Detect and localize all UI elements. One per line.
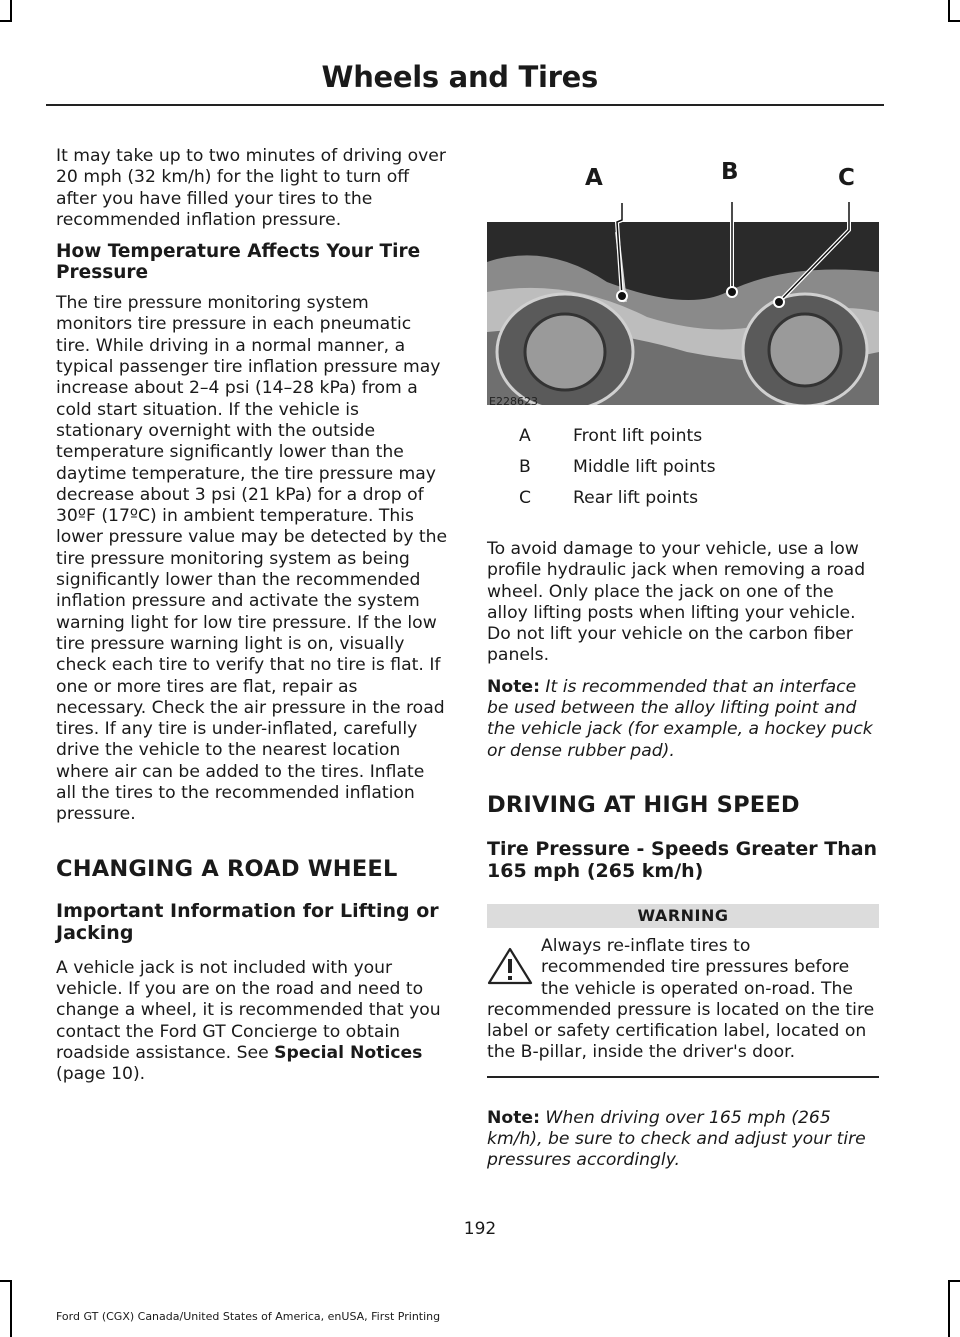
paragraph: It may take up to two minutes of driving over 20 mph (32 km/h) for the light to turn off after you have filled your tires to the recommended inflation pressure. — [56, 146, 446, 230]
legend-item — [487, 426, 879, 457]
crop-mark — [948, 0, 950, 22]
warning-text: Always re-inflate tires to recommended tire pressures before the vehicle is operated on-road. The recommended pressure is located on the tire label or safety certification label, located on the B-pillar, inside the driver's door. — [487, 935, 875, 1063]
crop-mark — [10, 0, 12, 22]
paragraph-jack — [56, 958, 448, 1086]
header-divider — [46, 104, 884, 106]
left-column — [56, 146, 448, 1095]
crop-mark — [0, 1280, 12, 1282]
legend-text: Rear lift points — [573, 488, 699, 508]
crop-mark — [948, 1280, 950, 1337]
warning-triangle-icon — [487, 946, 533, 986]
legend-item — [487, 457, 879, 488]
footer-text: Ford GT (CGX) Canada/United States of America, enUSA, First Printing — [56, 1310, 441, 1323]
callout-lines — [487, 130, 879, 408]
page-title: Wheels and Tires — [321, 60, 598, 94]
legend-item — [487, 488, 879, 519]
figure-label-b: B — [721, 159, 739, 185]
figure-id: E228623 — [489, 395, 538, 408]
lift-points-figure — [487, 130, 879, 408]
section-heading-changing-wheel: CHANGING A ROAD WHEEL — [56, 855, 398, 882]
crop-mark — [10, 1280, 12, 1337]
subheading-tire-pressure: Tire Pressure - Speeds Greater Than 165 mph (265 km/h) — [487, 837, 878, 882]
legend-key: C — [519, 488, 532, 508]
page-number: 192 — [463, 1219, 497, 1239]
section-heading-high-speed: DRIVING AT HIGH SPEED — [487, 791, 800, 818]
jack-text: A vehicle jack is not included with your vehicle. If you are on the road and need to change a wheel, it is recommended that you contact the Ford GT Concierge to obtain roadside assistance. See — [56, 957, 441, 1063]
note-text: It is recommended that an interface be used between the alloy lifting point and the vehicle jack (for example, a hockey puck or dense rubber pad). — [487, 676, 873, 761]
figure-legend — [487, 426, 879, 519]
note-text: When driving over 165 mph (265 km/h), be sure to check and adjust your tire pressures accordingly. — [487, 1107, 866, 1171]
note-high-speed — [487, 1108, 879, 1172]
subheading-temperature: How Temperature Affects Your Tire Pressure — [56, 241, 421, 284]
warning-body — [487, 928, 879, 1078]
warning-box — [487, 904, 879, 1078]
paragraph: To avoid damage to your vehicle, use a low profile hydraulic jack when removing a road wheel. Only place the jack on one of the alloy lifting posts when lifting your vehicle. Do not lift your vehicle on the carbon fiber panels. — [487, 539, 866, 666]
warning-label: WARNING — [487, 904, 879, 928]
paragraph: The tire pressure monitoring system monitors tire pressure in each pneumatic tire. While driving in a normal manner, a typical passenger tire inflation pressure may increase about 2–4 psi (14–28 kPa) from a cold start situation. If the vehicle is stationary overnight with the outside temperature significantly lower than the daytime temperature, the tire pressure may decrease about 3 psi (21 kPa) for a drop of 30ºF (17ºC) in ambient temperature. This lower pressure value may be detected by the tire pressure monitoring system as being significantly lower than the recommended inflation pressure and activate the system warning light for low tire pressure. If the low tire pressure warning light is on, visually check each tire to verify that no tire is flat. If one or more tires are flat, repair as necessary. Check the air pressure in the road tires. If any tire is under-inflated, carefully drive the vehicle to the nearest location where air can be added to the tires. Inflate all the tires to the recommended inflation pressure. — [56, 293, 448, 825]
legend-text: Middle lift points — [573, 457, 716, 477]
legend-key: B — [519, 457, 531, 477]
note-label: Note: — [487, 676, 540, 697]
note-label: Note: — [487, 1107, 540, 1128]
legend-text: Front lift points — [573, 426, 703, 446]
legend-key: A — [519, 426, 531, 446]
crop-mark — [948, 20, 960, 22]
page-ref: (page 10). — [56, 1064, 146, 1085]
crop-mark — [0, 20, 12, 22]
subheading-lifting: Important Information for Lifting or Jacking — [56, 899, 439, 944]
figure-label-c: C — [838, 165, 855, 191]
special-notices-link[interactable]: Special Notices — [274, 1042, 423, 1063]
note-interface — [487, 677, 879, 762]
figure-label-a: A — [585, 165, 603, 191]
right-column — [487, 130, 879, 1182]
crop-mark — [948, 1280, 960, 1282]
